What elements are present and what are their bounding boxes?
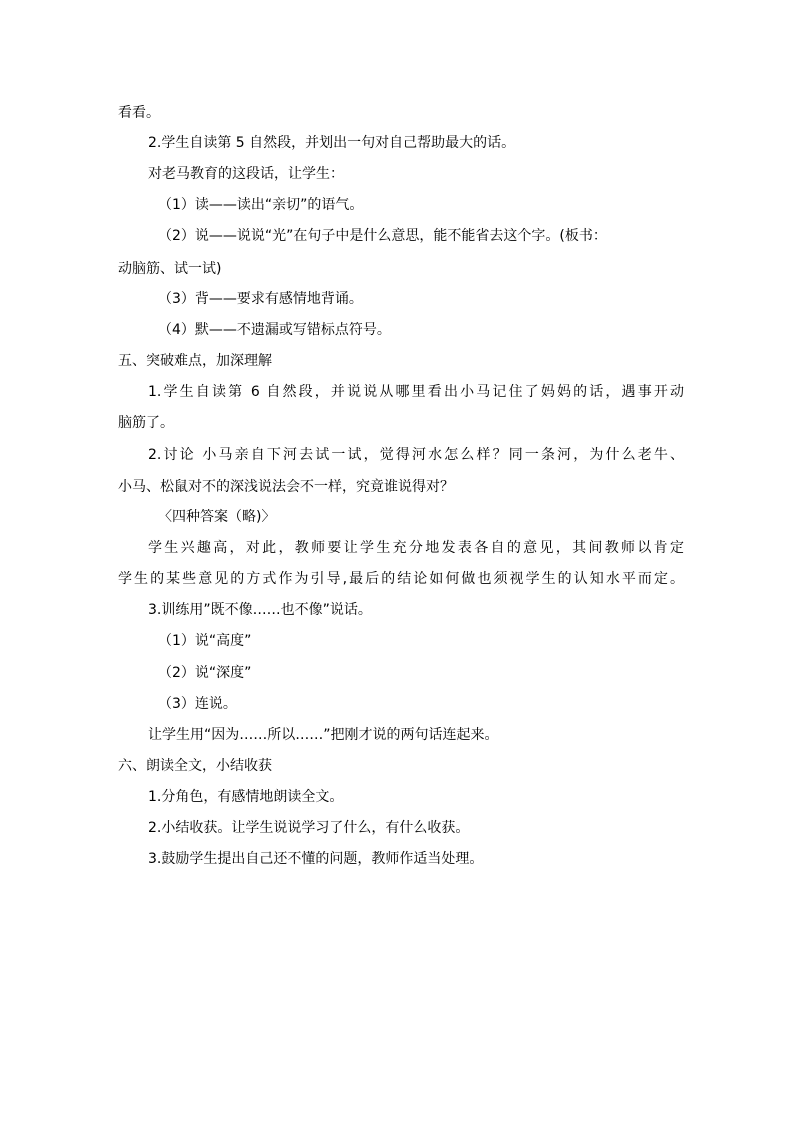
text-line: 2.小结收获。让学生说说学习了什么，有什么收获。 [148,820,470,836]
text-line: （2）说“深度” [158,665,252,681]
text-line: 学生的某些意见的方式作为引导,最后的结论如何做也须视学生的认知水平而定。 [118,571,684,587]
text-line: 1.学生自读第 6 自然段，并说说从哪里看出小马记住了妈妈的话，遇事开动 [148,384,684,400]
text-line: （3）背——要求有感情地背诵。 [158,291,363,307]
text-line: 2.学生自读第 5 自然段，并划出一句对自己帮助最大的话。 [148,135,516,151]
text-line: 小马、松鼠对不的深浅说法会不一样，究竟谁说得对？ [118,479,454,495]
text-line: 让学生用“因为……所以……”把刚才说的两句话连起来。 [148,727,499,743]
text-line: （3）连说。 [158,696,237,712]
text-line: 〈四种答案（略)〉 [158,509,276,525]
text-line: 动脑筋、试一试) [118,261,222,277]
text-line: 3.训练用”既不像……也不像”说话。 [148,602,372,618]
text-line: 2.讨论 小马亲自下河去试一试，觉得河水怎么样？同一条河，为什么老牛、 [148,447,684,463]
section-heading: 五、突破难点，加深理解 [118,353,272,369]
text-line: 脑筋了。 [118,415,174,431]
text-line: 对老马教育的这段话，让学生： [148,166,344,182]
text-line: 3.鼓励学生提出自己还不懂的问题，教师作适当处理。 [148,851,484,867]
text-line: 1.分角色，有感情地朗读全文。 [148,789,344,805]
text-line: 学生兴趣高，对此，教师要让学生充分地发表各自的意见，其间教师以肯定 [148,540,684,556]
section-heading: 六、朗读全文，小结收获 [118,758,272,774]
text-line: （4）默——不遗漏或写错标点符号。 [158,322,391,338]
text-line: 看看。 [118,105,160,121]
text-line: （1）说“高度” [158,633,252,649]
text-line: （2）说——说说“光”在句子中是什么意思，能不能省去这个字。(板书： [158,228,607,244]
text-line: （1）读——读出“亲切”的语气。 [158,197,364,213]
